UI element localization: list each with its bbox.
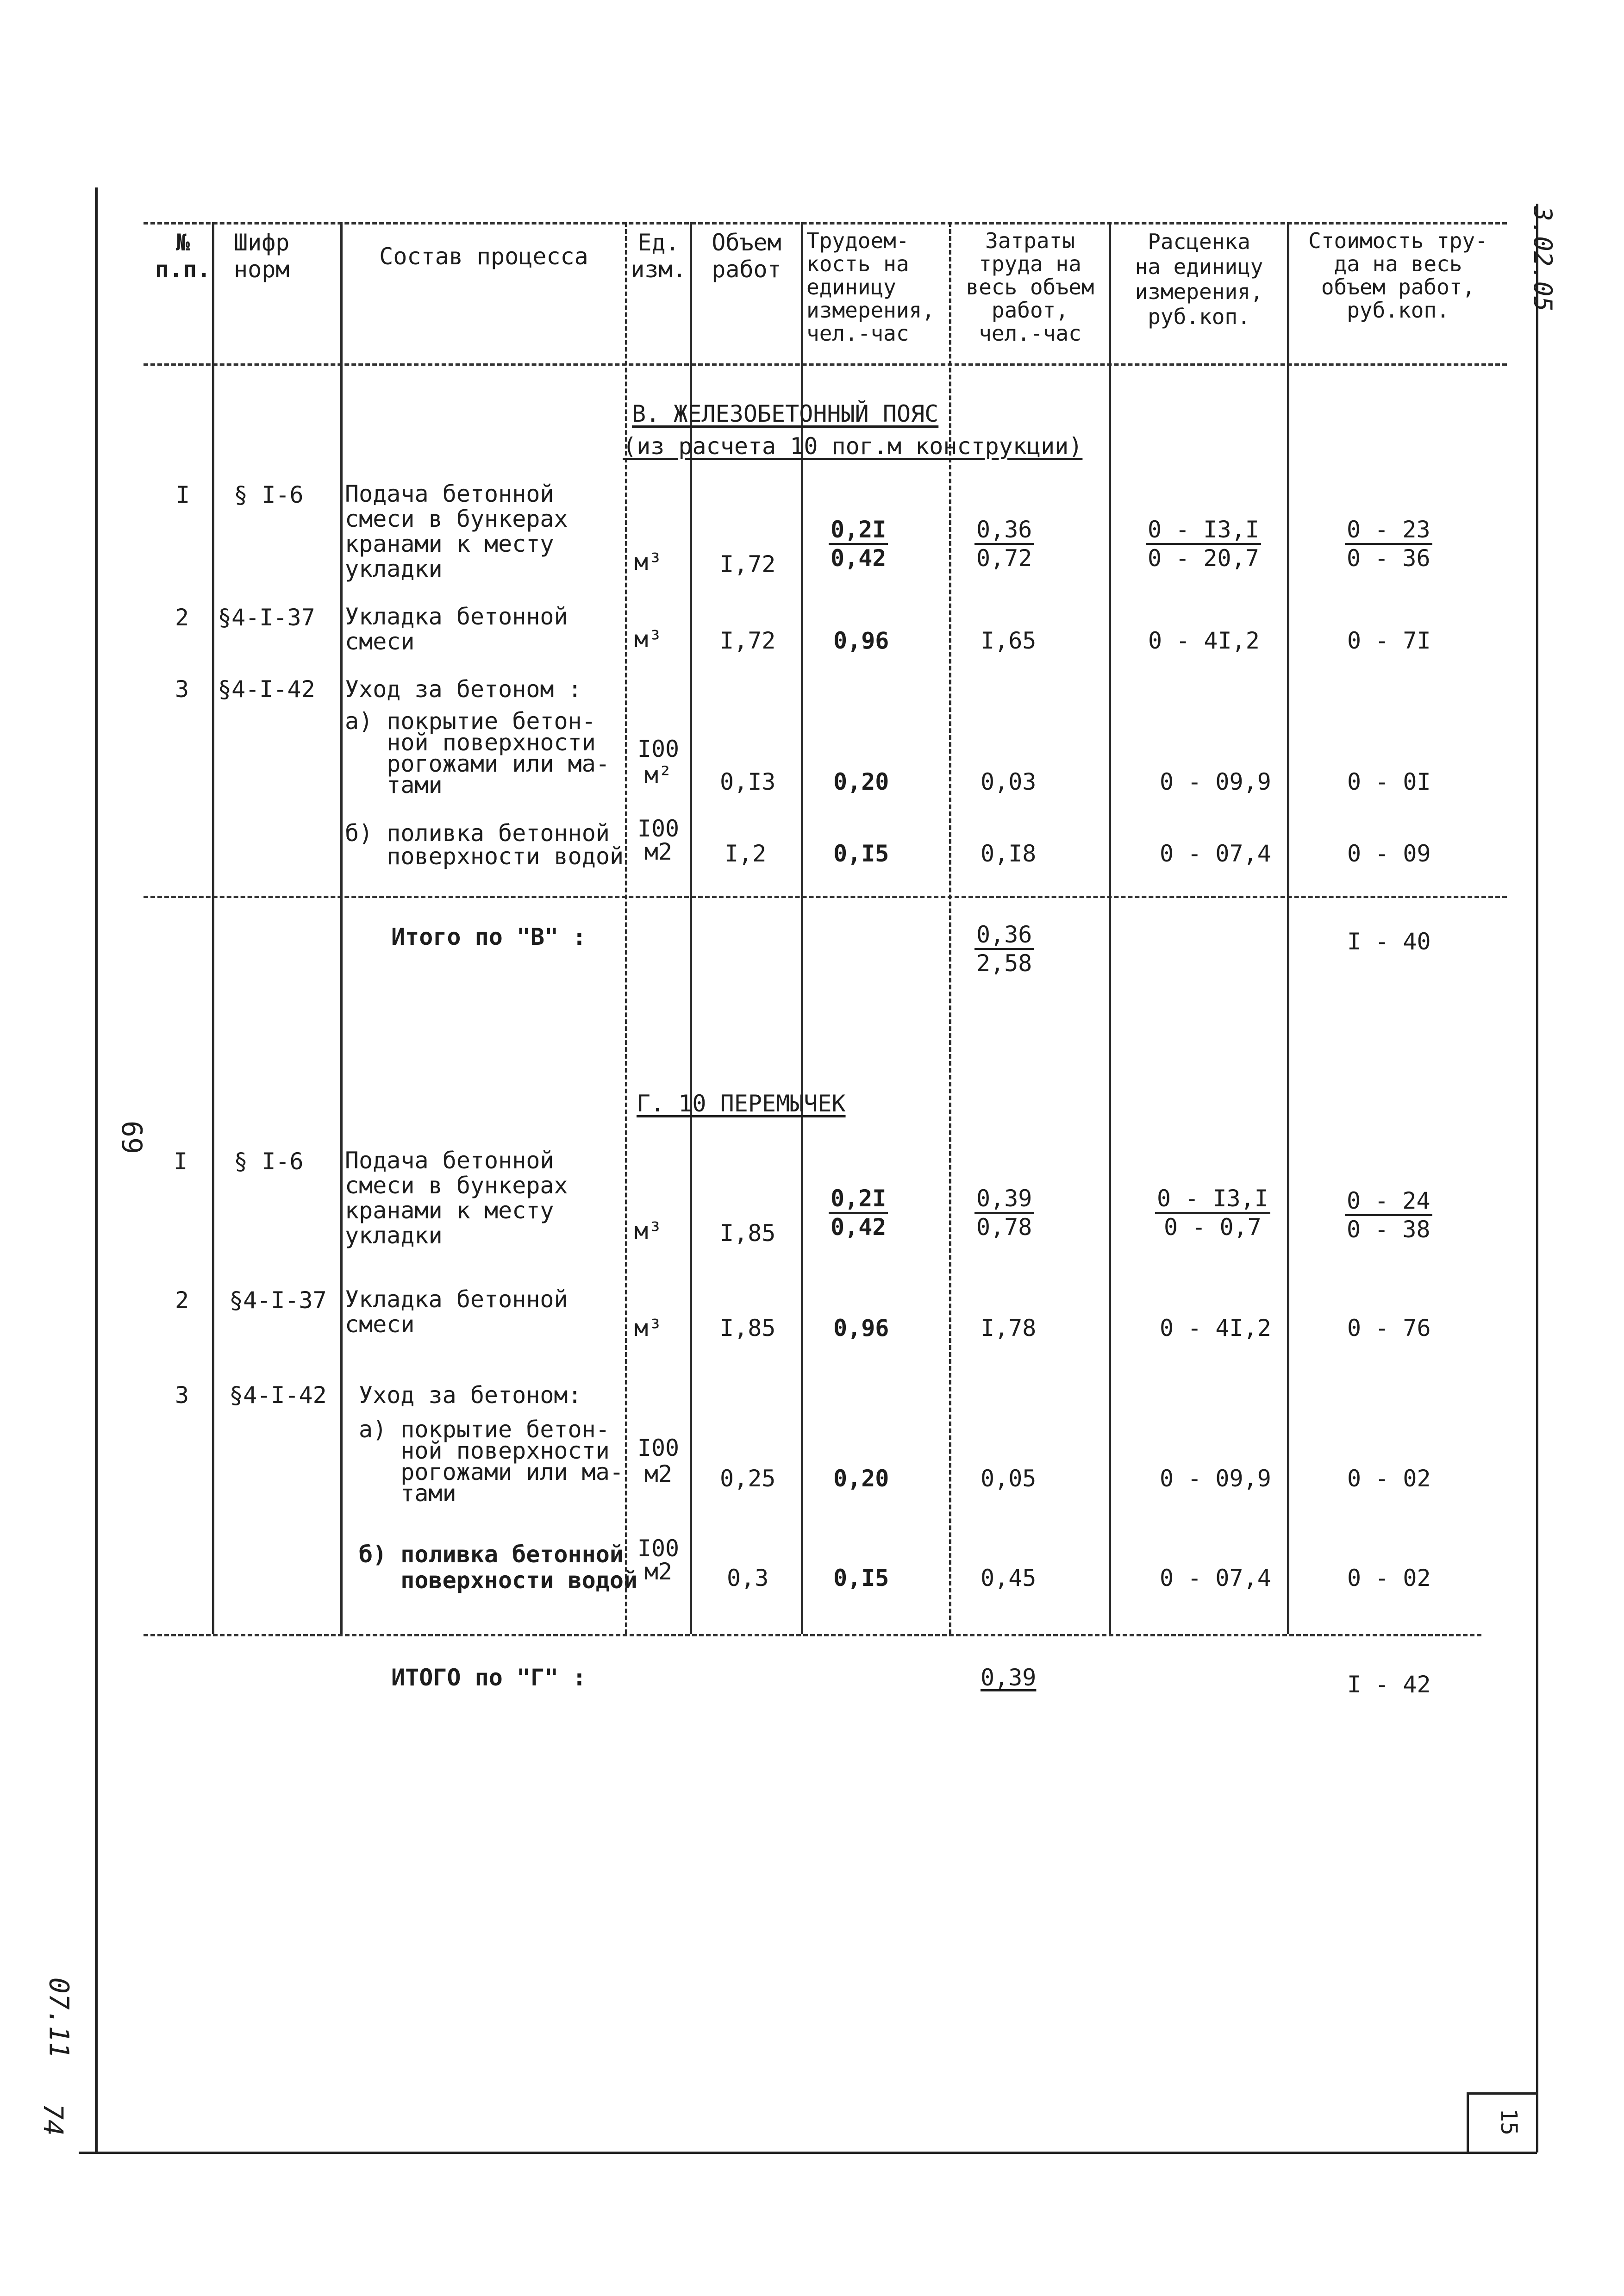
b-total-cost-d: 2,58	[976, 950, 1032, 977]
b-row1-volume: I,72	[720, 551, 776, 578]
g-row3a-cost: 0,05	[981, 1465, 1037, 1492]
b-total-cost-n: 0,36	[974, 921, 1034, 950]
g-row1-total	[1345, 1187, 1432, 1243]
g-row3a-labor: 0,20	[833, 1465, 889, 1492]
b-row1-total-d: 0 - 36	[1347, 545, 1430, 572]
g-total-label: ИТОГО по "Г" :	[391, 1664, 587, 1691]
header-process: Состав процесса	[379, 243, 588, 270]
b-row3a-process: а) покрытие бетон- ной поверхности рогожами или ма- тами	[345, 708, 610, 799]
bottom-number: 74	[37, 2103, 69, 2136]
b-row1-rate-n: 0 - I3,I	[1146, 516, 1261, 545]
b-row2-volume: I,72	[720, 627, 776, 654]
section-b-subtitle: (из расчета 10 пог.м конструкции)	[623, 433, 1083, 460]
b-row2-unit: м³	[634, 626, 662, 653]
b-row3-process: Уход за бетоном :	[345, 676, 582, 703]
b-total-sum: I - 40	[1347, 928, 1431, 955]
b-row2-total: 0 - 7I	[1347, 627, 1431, 654]
g-row1-cost-d: 0,78	[976, 1214, 1032, 1241]
col-line-8	[1287, 222, 1289, 1634]
b-row3a-labor: 0,20	[833, 768, 889, 795]
b-row1-rate-d: 0 - 20,7	[1148, 545, 1259, 572]
b-row3b-cost: 0,I8	[981, 840, 1037, 867]
b-total-label: Итого по "В" :	[391, 923, 587, 950]
b-row3-code: §4-I-42	[218, 676, 315, 703]
b-row1-unit: м³	[634, 549, 662, 575]
g-row3b-labor: 0,I5	[833, 1565, 889, 1591]
g-total-sum: I - 42	[1347, 1671, 1431, 1698]
b-row3b-labor: 0,I5	[833, 840, 889, 867]
g-row1-volume: I,85	[720, 1220, 776, 1247]
b-row1-total	[1345, 516, 1432, 572]
g-row2-cost: I,78	[981, 1315, 1037, 1341]
b-row1-labor-d: 0,42	[831, 545, 887, 572]
b-row1-num: I	[176, 481, 190, 508]
header-volume: Объем работ	[712, 229, 781, 283]
b-row1-code: § I-6	[234, 481, 304, 508]
b-row2-num: 2	[175, 604, 189, 631]
g-row3b-volume: 0,3	[727, 1565, 769, 1591]
g-row2-code: §4-I-37	[229, 1287, 327, 1314]
g-row2-num: 2	[175, 1287, 189, 1314]
col-line-1	[212, 222, 214, 1634]
g-row1-labor-n: 0,2I	[829, 1185, 888, 1214]
section-b-bottom-border	[144, 896, 1507, 898]
right-frame-line	[1536, 204, 1538, 2152]
header-cost-labor: Затраты труда на весь объем работ, чел.-час	[966, 228, 1094, 346]
g-row1-cost-n: 0,39	[974, 1185, 1034, 1214]
header-unit: Ед. изм.	[631, 229, 687, 283]
b-row2-cost: I,65	[981, 627, 1037, 654]
g-row2-total: 0 - 76	[1347, 1315, 1431, 1341]
section-b-title: В. ЖЕЛЕЗОБЕТОННЫЙ ПОЯС	[632, 400, 939, 427]
g-row3a-process: а) покрытие бетон- ной поверхности рогожами или ма- тами	[359, 1416, 624, 1507]
b-row1-cost	[974, 516, 1034, 572]
g-row1-rate-d: 0 - 0,7	[1164, 1214, 1262, 1241]
b-row3b-volume: I,2	[725, 840, 767, 867]
left-margin-line	[95, 187, 98, 2152]
g-row3b-unit: I00 м2	[637, 1535, 680, 1585]
g-row3-code: §4-I-42	[229, 1382, 327, 1409]
b-row2-rate: 0 - 4I,2	[1148, 627, 1260, 654]
g-row3a-unit: I00 м2	[637, 1435, 680, 1487]
g-row1-unit: м³	[634, 1217, 662, 1244]
g-row3b-process: б) поливка бетонной поверхности водой	[359, 1541, 638, 1594]
b-total-cost	[974, 921, 1034, 977]
g-row1-code: § I-6	[234, 1148, 304, 1175]
b-row3b-process: б) поливка бетонной поверхности водой	[345, 820, 624, 870]
b-row2-labor: 0,96	[833, 627, 889, 654]
header-bottom-border	[144, 363, 1507, 366]
b-row1-labor	[829, 516, 888, 572]
g-row3-process: Уход за бетоном:	[359, 1382, 582, 1409]
b-row1-total-n: 0 - 23	[1345, 516, 1432, 545]
b-row2-process: Укладка бетонной смеси	[345, 603, 568, 655]
g-row2-rate: 0 - 4I,2	[1160, 1315, 1271, 1341]
g-row2-labor: 0,96	[833, 1315, 889, 1341]
g-row3b-cost: 0,45	[981, 1565, 1037, 1591]
g-row1-total-n: 0 - 24	[1345, 1187, 1432, 1216]
g-row1-rate-n: 0 - I3,I	[1155, 1185, 1270, 1214]
g-row1-labor	[829, 1185, 888, 1241]
sheet-number: 15	[1495, 2109, 1522, 2135]
bottom-code: 07.11	[43, 1977, 75, 2059]
section-g-bottom-border	[144, 1634, 1481, 1636]
g-row3a-volume: 0,25	[720, 1465, 776, 1492]
g-row3-num: 3	[175, 1382, 189, 1409]
b-row3a-unit: I00 м²	[637, 736, 680, 788]
bottom-frame-line	[79, 2152, 1537, 2154]
g-row3b-total: 0 - 02	[1347, 1565, 1431, 1591]
b-row3a-cost: 0,03	[981, 768, 1037, 795]
page-side-number: 69	[115, 1120, 148, 1154]
g-row1-process: Подача бетонной смеси в бункерах кранами к месту укладки	[345, 1147, 568, 1249]
header-labor: Трудоем- кость на единицу измерения, чел.-час	[806, 228, 935, 346]
header-num: № п.п.	[155, 229, 211, 283]
b-row1-cost-d: 0,72	[976, 545, 1032, 572]
b-row1-process: Подача бетонной смеси в бункерах кранами к месту укладки	[345, 480, 568, 582]
header-code: Шифр норм	[234, 229, 290, 283]
b-row3b-rate: 0 - 07,4	[1160, 840, 1271, 867]
b-row1-cost-n: 0,36	[974, 516, 1034, 545]
g-row3a-total: 0 - 02	[1347, 1465, 1431, 1492]
header-top-border	[144, 222, 1507, 225]
col-line-2	[340, 222, 343, 1634]
header-rate: Расценка на единицу измерения, руб.коп.	[1135, 229, 1263, 329]
g-row2-unit: м³	[634, 1315, 662, 1341]
g-row1-labor-d: 0,42	[831, 1214, 887, 1241]
b-row1-rate	[1146, 516, 1261, 572]
g-row1-num: I	[174, 1148, 188, 1175]
b-row1-labor-n: 0,2I	[829, 516, 888, 545]
g-total-cost: 0,39	[981, 1664, 1037, 1691]
b-row3b-unit: I00 м2	[637, 815, 680, 865]
b-row3-num: 3	[175, 676, 189, 703]
g-row2-process: Укладка бетонной смеси	[345, 1286, 568, 1338]
g-row3b-rate: 0 - 07,4	[1160, 1565, 1271, 1591]
g-row3a-rate: 0 - 09,9	[1160, 1465, 1271, 1492]
b-row3b-total: 0 - 09	[1347, 840, 1431, 867]
header-total-cost: Стоимость тру- да на весь объем работ, руб.коп.	[1308, 228, 1488, 323]
document-code: 3.02.05	[1528, 206, 1557, 312]
b-row3a-volume: 0,I3	[720, 768, 776, 795]
g-row1-total-d: 0 - 38	[1347, 1216, 1430, 1243]
section-g-title: Г. 10 ПЕРЕМЫЧЕК	[637, 1090, 846, 1117]
g-row1-rate	[1155, 1185, 1270, 1241]
g-row1-cost	[974, 1185, 1034, 1241]
b-row3a-total: 0 - 0I	[1347, 768, 1431, 795]
b-row2-code: §4-I-37	[218, 604, 315, 631]
col-line-7	[1109, 222, 1111, 1634]
g-row2-volume: I,85	[720, 1315, 776, 1341]
b-row3a-rate: 0 - 09,9	[1160, 768, 1271, 795]
